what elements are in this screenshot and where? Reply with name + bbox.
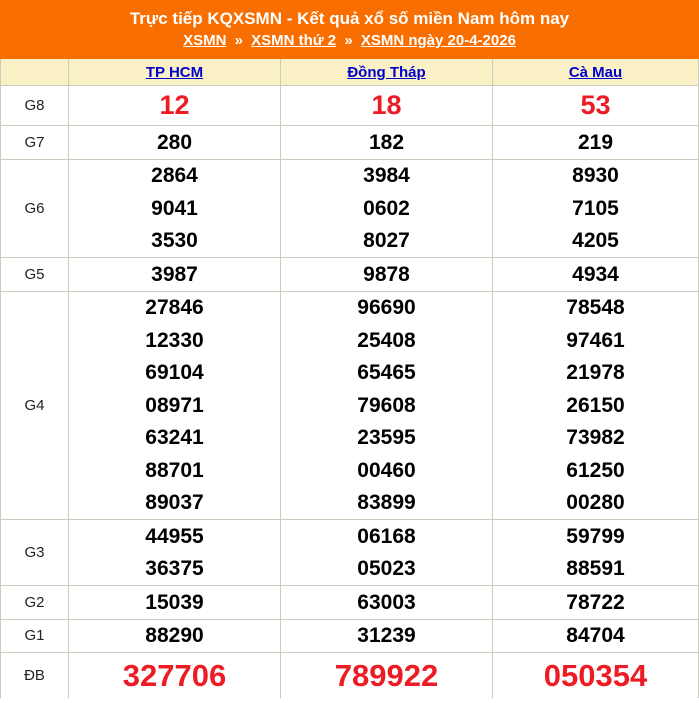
result-cell (281, 586, 493, 619)
result-number: 44955 (145, 524, 204, 548)
result-cell (69, 86, 281, 125)
result-cell (69, 258, 281, 291)
column-header-dong-thap[interactable]: Đồng Tháp (281, 59, 493, 85)
column-header-tp-hcm[interactable]: TP HCM (69, 59, 281, 85)
breadcrumb-separator: » (234, 32, 243, 49)
result-cell (281, 620, 493, 653)
result-number: 88290 (145, 624, 204, 648)
result-number: 36375 (145, 557, 204, 581)
prize-label: G6 (1, 160, 69, 258)
result-number: 26150 (566, 393, 625, 417)
result-number: 79608 (357, 393, 416, 417)
breadcrumb-link-xsmn-ngay[interactable]: XSMN ngày 20-4-2026 (360, 32, 516, 49)
result-cell (493, 160, 698, 258)
result-number: 7105 (572, 196, 619, 220)
result-number: 050354 (543, 658, 648, 693)
result-number: 0602 (363, 196, 410, 220)
result-number: 59799 (566, 524, 625, 548)
prize-label: G5 (1, 258, 69, 291)
result-number: 78722 (566, 590, 625, 614)
result-cell (281, 653, 493, 698)
result-number: 8027 (363, 229, 410, 253)
results-table (0, 59, 699, 698)
table-row (1, 292, 698, 521)
result-number: 327706 (122, 658, 227, 693)
breadcrumb-link-xsmn[interactable]: XSMN (183, 32, 227, 49)
table-row (1, 653, 698, 698)
result-cell (493, 86, 698, 125)
result-number: 280 (156, 130, 193, 154)
result-number: 25408 (357, 328, 416, 352)
result-number: 06168 (357, 524, 416, 548)
result-cell (493, 126, 698, 159)
result-number: 83899 (357, 491, 416, 515)
result-cell (69, 520, 281, 585)
result-number: 21978 (566, 361, 625, 385)
result-number: 18 (371, 90, 402, 120)
result-cell (281, 258, 493, 291)
result-cell (69, 653, 281, 698)
breadcrumb (0, 32, 699, 49)
result-number: 3987 (151, 262, 198, 286)
result-number: 96690 (357, 296, 416, 320)
page-header (0, 0, 699, 59)
result-number: 69104 (145, 361, 204, 385)
table-row (1, 86, 698, 126)
result-number: 53 (580, 90, 611, 120)
prize-label: G3 (1, 520, 69, 585)
table-row (1, 160, 698, 259)
result-cell (69, 620, 281, 653)
result-number: 31239 (357, 624, 416, 648)
result-cell (281, 160, 493, 258)
prize-label: G4 (1, 292, 69, 520)
table-row (1, 258, 698, 292)
result-cell (493, 653, 698, 698)
result-number: 12330 (145, 328, 204, 352)
table-row (1, 620, 698, 654)
page-title: Trực tiếp KQXSMN - Kết quả xổ số miền Nam hôm nay (129, 9, 570, 28)
result-number: 9878 (363, 262, 410, 286)
result-number: 88701 (145, 458, 204, 482)
result-number: 63003 (357, 590, 416, 614)
prize-label: G7 (1, 126, 69, 159)
table-row (1, 520, 698, 586)
result-number: 88591 (566, 557, 625, 581)
result-number: 84704 (566, 624, 625, 648)
result-number: 63241 (145, 426, 204, 450)
result-number: 97461 (566, 328, 625, 352)
result-cell (281, 292, 493, 520)
result-number: 12 (159, 90, 190, 120)
result-number: 2864 (151, 164, 198, 188)
column-header-ca-mau[interactable]: Cà Mau (568, 63, 623, 81)
result-cell (281, 520, 493, 585)
result-cell (493, 292, 698, 520)
prize-label: G2 (1, 586, 69, 619)
table-row (1, 126, 698, 160)
result-number: 00460 (357, 458, 416, 482)
breadcrumb-link-xsmn-thu-2[interactable]: XSMN thứ 2 (251, 32, 337, 49)
result-number: 78548 (566, 296, 625, 320)
result-number: 73982 (566, 426, 625, 450)
result-cell (281, 126, 493, 159)
table-header-row (1, 59, 698, 86)
result-number: 65465 (357, 361, 416, 385)
result-number: 27846 (145, 296, 204, 320)
result-cell (281, 86, 493, 125)
result-number: 15039 (145, 590, 204, 614)
breadcrumb-separator: » (344, 32, 353, 49)
result-number: 61250 (566, 458, 625, 482)
result-cell (69, 160, 281, 258)
result-number: 23595 (357, 426, 416, 450)
prize-label: G8 (1, 86, 69, 125)
prize-label: G1 (1, 620, 69, 653)
prize-column-header-empty (1, 59, 69, 85)
result-cell (69, 126, 281, 159)
result-cell (493, 258, 698, 291)
result-cell (69, 586, 281, 619)
result-number: 3530 (151, 229, 198, 253)
table-body (1, 86, 698, 698)
result-number: 219 (577, 130, 614, 154)
result-number: 9041 (151, 196, 198, 220)
result-cell (493, 586, 698, 619)
result-number: 789922 (334, 658, 439, 693)
result-number: 3984 (363, 164, 410, 188)
result-number: 4205 (572, 229, 619, 253)
table-row (1, 586, 698, 620)
result-number: 8930 (572, 164, 619, 188)
result-cell (493, 620, 698, 653)
prize-label: ĐB (1, 653, 69, 698)
result-cell (493, 520, 698, 585)
result-number: 182 (368, 130, 405, 154)
result-number: 05023 (357, 557, 416, 581)
result-number: 89037 (145, 491, 204, 515)
result-number: 08971 (145, 393, 204, 417)
result-number: 4934 (572, 262, 619, 286)
result-cell (69, 292, 281, 520)
result-number: 00280 (566, 491, 625, 515)
